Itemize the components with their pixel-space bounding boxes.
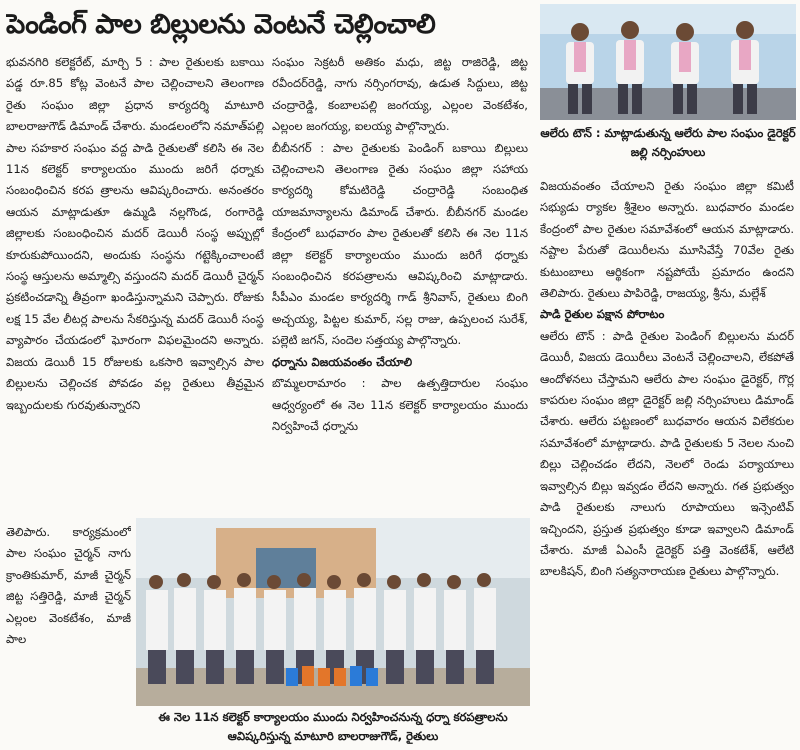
headline: పెండింగ్ పాల బిల్లులను వెంటనే చెల్లించాలి [6,9,436,40]
photo-bottom [136,518,530,706]
article-column-3 [540,176,794,748]
photo-bottom-illustration [136,518,530,706]
article-column-1 [6,52,264,520]
article-body-bommalaramaram-cont: విజయవంతం చేయాలని రైతు సంఘం జిల్లా కమిటీ సభ్యుడు ర్యాకల శ్రీశైలం అన్నారు. బుధవారం మండల కేంద్రంలో పాల రైతుల సమావేశంలో ఆయన మాట్లాడారు. నష్టాల పేరుతో డెయిరీలను మూసివేస్తే 70వేల రైతు కుటుంబాలు ఆర్థికంగా నష్టపోయే ప్రమాదం ఉందని తెలిపారు. రైతులు పాపిరెడ్డి, రాజయ్య, శ్రీను, మల్లేశ్ [540,179,794,301]
article-body-main: భువనగిరి కలెక్టరేట్, మార్చి 5 : పాల రైతులకు బకాయి పడ్డ రూ.85 కోట్ల వెంటనే పాల చెల్లించాలని తెలంగాణ రైతు సంఘం జిల్లా ప్రధాన కార్యదర్శి మాటూరి బాలరాజుగౌడ్ డిమాండ్ చేశారు. మండలంలోని నమాత్‌పల్లి పాల సహకార సంఘం వద్ద పాడి రైతులతో కలిసి ఈ నెల 11న కలెక్టర్ కార్యాలయం ముందు జరిగే ధర్నాకు సంబంధించిన కరప త్రాలను ఆవిష్కరించారు. అనంతరం ఆయన మాట్లాడుతూ ఉమ్మడి నల్లగొండ, రంగారెడ్డి జిల్లాలకు సంబంధించిన మదర్ డెయిరీ సంస్థ అప్పుల్లో కూరుకుపోయిందని, అందుకు సంస్థను గట్టెక్కించాలంటే సంస్థ ఆస్తులను అమ్మాల్సి వస్తుందని మదర్ డెయిరీ చైర్మన్ ప్రకటించడాన్ని తీవ్రంగా ఖండిస్తున్నామని చెప్పారు. రోజుకు లక్ష 15 వేల లీటర్ల పాలను సేకరిస్తున్న మదర్ డెయిరీ సంస్థ వ్యాపారం చేయడంలో ఘోరంగా విఫలమైందని అన్నారు. విజయ డెయిరీ 15 రోజులకు ఒకసారి ఇవ్వాల్సిన పాల బిల్లులను చెల్లించక పోవడం వల్ల రైతులు తీవ్రమైన ఇబ్బందులకు గురవుతున్నారని [6,55,264,412]
photo-top-right [540,4,796,120]
article-body-bibinagar: బీబీనగర్ : పాల రైతులకు పెండింగ్ బకాయి బిల్లులు చెల్లించాలని తెలంగాణ రైతు సంఘం జిల్లా సహాయ కార్యదర్శి కోమటిరెడ్డి చంద్రారెడ్డి సంబంధిత యాజమాన్యాలను డిమాండ్ చేశారు. బీబీనగర్ మండల కేంద్రంలో బుధవారం పాల రైతులతో కలిసి ఈ నెల 11న జిల్లా కలెక్టర్ కార్యాలయం ముందు జరిగే ధర్నాకు సంబంధించిన కరపత్రాలను ఆవిష్కరించి మాట్లాడారు. సీపీఎం మండల కార్యదర్శి గాడ్ శ్రీనివాస్, రైతులు బింగి అచ్చయ్య, పిట్టల కుమార్, సల్ల రాజు, ఉప్పలంచ సురేశ్, పల్లెటి జగన్, సందెల సత్తయ్య పాల్గొన్నారు. [272,140,528,348]
photo-top-caption: ఆలేరు టౌన్ : మాట్లాడుతున్న ఆలేరు పాల సంఘం డైరెక్టర్ జల్లి నర్సింహులు [540,126,796,159]
article-column-2 [272,52,528,514]
section-subhead-dharna: ధర్నాను విజయవంతం చేయాలి [272,354,413,369]
article-column-1-tail [6,522,131,748]
article-body-aleru: ఆలేరు టౌన్ : పాడి రైతుల పెండింగ్ బిల్లులను మదర్ డెయిరీ, విజయ డెయిరీలు వెంటనే చెల్లించాలని, లేకపోతే ఆందోళనలు చేస్తామని ఆలేరు పాల సంఘం డైరెక్టర్, గొర్ల కాపరుల సంఘం జిల్లా డైరెక్టర్ జల్లి నర్సింహులు డిమాండ్ చేశారు. ఆలేరు పట్టణంలో బుధవారం ఆయన విలేకరుల సమావేశంలో మాట్లాడారు. పాడి రైతులకు 5 నెలల నుంచి బిల్లు చెల్లించడం లేదని, నెలలో రెండు పర్యాయాలు ఇవ్వాల్సిన బిల్లు ఇవ్వడం లేదని అన్నారు. గత ప్రభుత్వం పాడి రైతులకు నాలుగు రూపాయలు ఇన్సెంటివ్ ఇచ్చిందని, ప్రస్తుత ప్రభుత్వం కూడా ఇవ్వాలని డిమాండ్ చేశారు. మాజీ ఏఎంసీ డైరెక్టర్ పత్తి వెంకటేశ్, ఆలేటి బాలకిషన్, బింగి సత్యనారాయణ రైతులు పాల్గొన్నారు. [540,328,794,579]
photo-bottom-caption: ఈ నెల 11న కలెక్టర్ కార్యాలయం ముందు నిర్వహించనున్న ధర్నా కరపత్రాలను ఆవిష్కరిస్తున్న మాటూరి బాలరాజుగౌడ్, రైతులు [158,710,508,743]
section-subhead-aleru: పాడి రైతుల పక్షాన పోరాటం [540,307,665,322]
article-body-bommalaramaram: బొమ్మలరామారం : పాల ఉత్పత్తిదారుల సంఘం ఆధ్వర్యంలో ఈ నెల 11న కలెక్టర్ కార్యాలయం ముందు నిర్వహించే ధర్నాను [272,376,528,433]
article-body-participants: సంఘం సెక్రటరీ అతికం మధు, జిట్ట రాజిరెడ్డి, జిట్ట రవీందర్‌రెడ్డి, నాగు నర్సింగరావు, ఉడుత సిద్దులు, జిట్ట చంద్రారెడ్డి, కంబాలపల్లి జంగయ్య, ఎల్లంల వెంకటేశం, ఎల్లంల జంగయ్య, ఐలయ్య పాల్గొన్నారు. [272,55,528,134]
photo-top-illustration [540,4,796,120]
article-body-tail: తెలిపారు. కార్యక్రమంలో పాల సంఘం చైర్మన్ నాగు క్రాంతికుమార్, మాజీ చైర్మన్ జిట్ట సత్తిరెడ్డి, మాజీ చైర్మన్ ఎల్లంల వెంకటేశం, మాజీ పాల [6,525,131,647]
